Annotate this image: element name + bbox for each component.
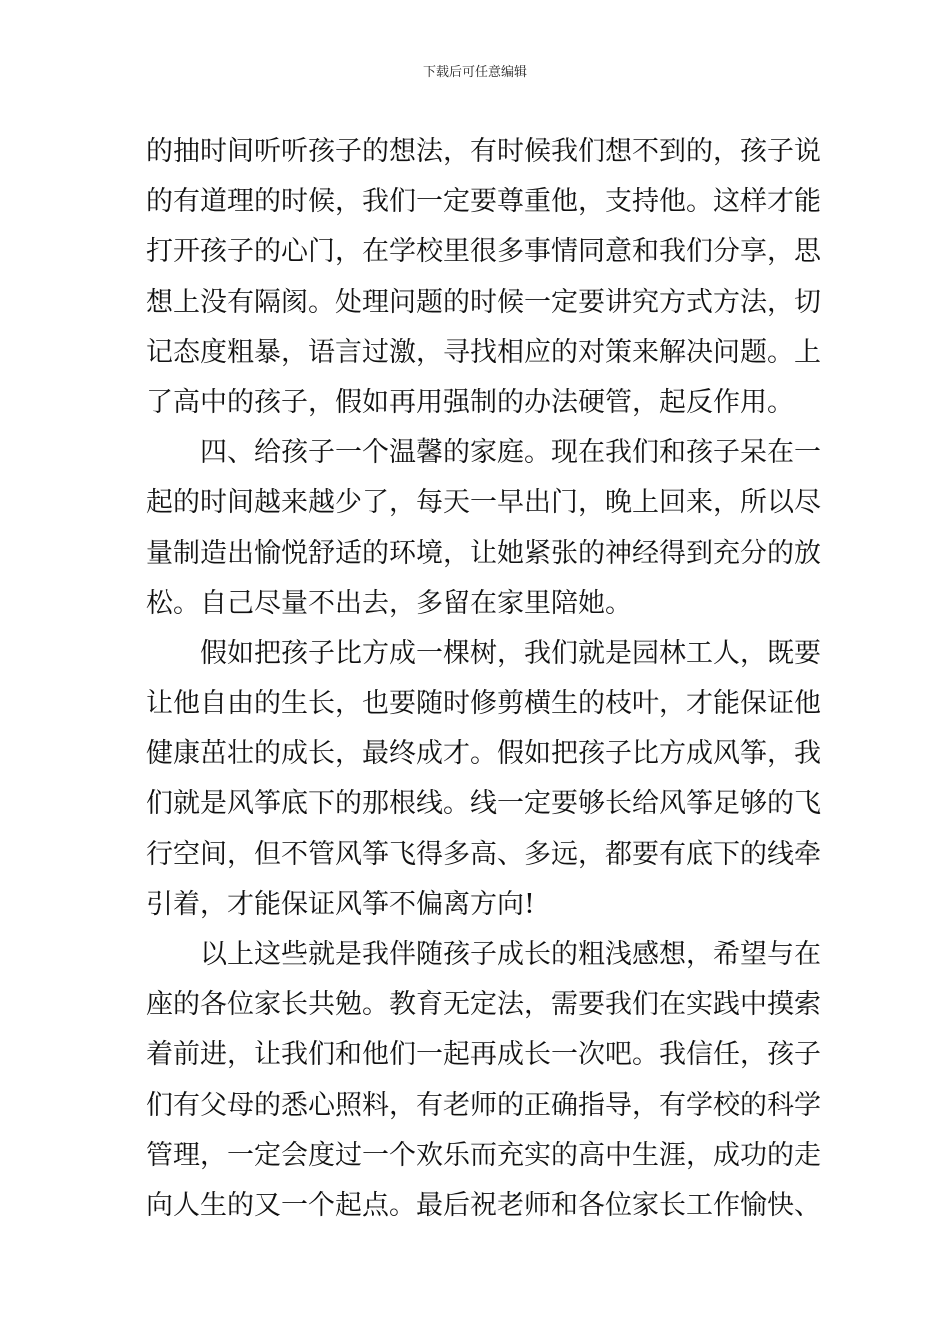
text-line: 松。自己尽量不出去，多留在家里陪她。 bbox=[146, 587, 632, 619]
text-line: 的有道理的时候，我们一定要尊重他，支持他。这样才能 bbox=[146, 186, 821, 218]
text-line: 健康茁壮的成长，最终成才。假如把孩子比方成风筝，我 bbox=[146, 738, 821, 770]
text-line: 起的时间越来越少了，每天一早出门，晚上回来，所以尽 bbox=[146, 487, 821, 519]
text-line: 以上这些就是我伴随孩子成长的粗浅感想，希望与在 bbox=[200, 939, 821, 970]
text-line: 量制造出愉悦舒适的环境，让她紧张的神经得到充分的放 bbox=[146, 537, 821, 569]
text-line: 打开孩子的心门，在学校里很多事情同意和我们分享，思 bbox=[146, 236, 821, 268]
text-line: 了高中的孩子，假如再用强制的办法硬管，起反作用。 bbox=[146, 386, 794, 418]
text-line: 记态度粗暴，语言过激，寻找相应的对策来解决问题。上 bbox=[146, 336, 821, 368]
text-line: 假如把孩子比方成一棵树，我们就是园林工人，既要 bbox=[200, 637, 821, 669]
document-body bbox=[146, 127, 821, 1231]
text-line: 座的各位家长共勉。教育无定法，需要我们在实践中摸索 bbox=[146, 989, 821, 1021]
text-line: 的抽时间听听孩子的想法，有时候我们想不到的，孩子说 bbox=[146, 136, 821, 167]
text-line: 管理，一定会度过一个欢乐而充实的高中生涯，成功的走 bbox=[146, 1139, 821, 1171]
text-line: 向人生的又一个起点。最后祝老师和各位家长工作愉快、 bbox=[146, 1189, 821, 1221]
text-line: 们就是风筝底下的那根线。线一定要够长给风筝足够的飞 bbox=[146, 788, 821, 820]
text-line: 让他自由的生长，也要随时修剪横生的枝叶，才能保证他 bbox=[146, 688, 821, 720]
page-header-note: 下载后可任意编辑 bbox=[422, 65, 527, 80]
text-line: 着前进，让我们和他们一起再成长一次吧。我信任，孩子 bbox=[146, 1039, 821, 1071]
text-line: 行空间，但不管风筝飞得多高、多远，都要有底下的线牵 bbox=[146, 838, 821, 870]
text-line: 想上没有隔阂。处理问题的时候一定要讲究方式方法，切 bbox=[146, 286, 821, 318]
text-line: 们有父母的悉心照料，有老师的正确指导，有学校的科学 bbox=[146, 1089, 821, 1121]
text-line: 引着，才能保证风筝不偏离方向! bbox=[146, 888, 535, 920]
text-line: 四、给孩子一个温馨的家庭。现在我们和孩子呆在一 bbox=[200, 437, 821, 469]
